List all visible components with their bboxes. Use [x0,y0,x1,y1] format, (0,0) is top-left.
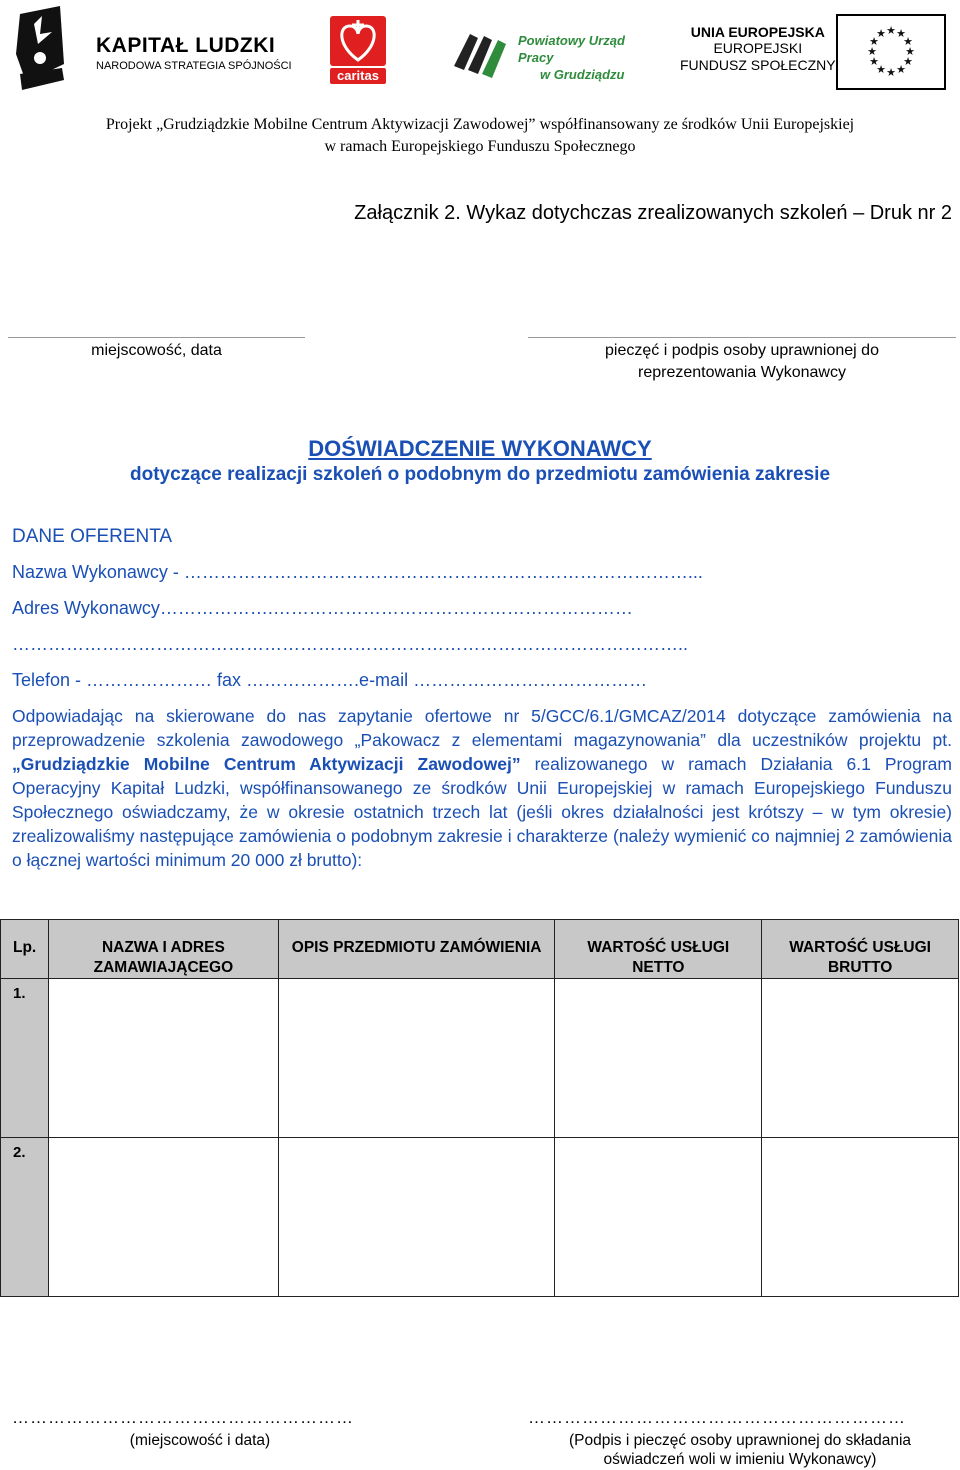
offeror-data-label: DANE OFERENTA [12,526,173,547]
kapital-ludzki-subtitle: NARODOWA STRATEGIA SPÓJNOŚCI [96,60,292,72]
footer-place-date-dots: ………………………………………………… [12,1408,354,1427]
signature-caption-line-2: reprezentowania Wykonawcy [638,364,846,381]
row-number: 2. [1,1138,49,1297]
footer-signature-caption [520,1431,960,1469]
footer-signature-caption-2: oświadczeń woli w imieniu Wykonawcy) [603,1451,877,1468]
svg-text:★: ★ [886,24,896,37]
declaration-project-name: „Grudziądzkie Mobilne Centrum Aktywizacji Zawodowej” [12,754,521,774]
caritas-heart-icon [330,16,386,66]
eu-flag-icon [836,14,946,90]
header-client: NAZWA I ADRES ZAMAWIAJĄCEGO [48,920,278,979]
svg-text:★: ★ [876,63,886,76]
eu-line-3: FUNDUSZ SPOŁECZNY [680,57,836,73]
svg-text:★: ★ [869,55,879,68]
caritas-logo [330,16,386,84]
project-line-1: Projekt „Grudziądzkie Mobilne Centrum Aktywizacji Zawodowej” współfinansowany ze środków Unii Europejskiej [105,116,855,133]
table-row [1,1138,959,1297]
client-cell[interactable] [48,979,278,1138]
header-gross-value: WARTOŚĆ USŁUGI BRUTTO [762,920,959,979]
attachment-title: Załącznik 2. Wykaz dotychczas zrealizowanych szkoleń – Druk nr 2 [354,202,952,224]
eu-title: UNIA EUROPEJSKA [690,24,825,40]
description-cell[interactable] [278,1138,555,1297]
contractor-name-field: Nazwa Wykonawcy - …………………………………………………………………………... [12,562,703,582]
kapital-ludzki-title: KAPITAŁ LUDZKI [96,34,276,57]
pup-grudziadz-logo [452,26,632,86]
caritas-wordmark: caritas [330,68,386,84]
svg-text:★: ★ [869,35,879,48]
net-value-cell[interactable] [555,979,762,1138]
table-row [1,979,959,1138]
table-header-row [1,920,959,979]
kapital-ludzki-logo-mark [12,4,72,92]
svg-text:★: ★ [896,63,906,76]
client-cell[interactable] [48,1138,278,1297]
gross-value-cell[interactable] [762,979,959,1138]
place-date-line [8,337,305,338]
gross-value-cell[interactable] [762,1138,959,1297]
declaration-paragraph [12,704,952,872]
eu-logo-text [680,24,836,74]
svg-text:★: ★ [876,27,886,40]
contact-fields: Telefon - ………………… fax ……………….e-mail ………………………………… [12,670,648,690]
orders-table [0,919,959,1297]
header-lp: Lp. [1,920,49,979]
svg-text:★: ★ [903,35,913,48]
declaration-text-1: Odpowiadając na skierowane do nas zapytanie ofertowe nr 5/GCC/6.1/GMCAZ/2014 dotyczące zamówienia na przeprowadzenie szkolenia zawodowego „Pakowacz z elementami magazynowania” dla uczestników projektu pt. [12,706,952,750]
footer-signature-caption-1: (Podpis i pieczęć osoby uprawnionej do składania [568,1432,912,1449]
footer-place-date-caption: (miejscowość i data) [129,1432,271,1449]
pup-line-1: Powiatowy Urząd Pracy [518,33,625,65]
svg-text:★: ★ [896,27,906,40]
header-net-value: WARTOŚĆ USŁUGI NETTO [555,920,762,979]
kapital-ludzki-logo-text [96,34,292,72]
contractor-address-field: Adres Wykonawcy……………….…………………………………………………… [12,598,633,618]
pup-line-2: w Grudziądzu [540,67,625,82]
svg-text:★: ★ [886,66,896,79]
experience-heading: DOŚWIADCZENIE WYKONAWCY [308,436,652,461]
row-number: 1. [1,979,49,1138]
net-value-cell[interactable] [555,1138,762,1297]
signature-caption-line-1: pieczęć i podpis osoby uprawnionej do [605,342,879,359]
footer-signature-dots: ……………………………………………………… [528,1408,906,1427]
pup-arrows-icon [452,26,516,82]
project-info [0,114,960,158]
place-date-caption: miejscowość, data [91,342,222,359]
svg-text:★: ★ [903,55,913,68]
header-description: OPIS PRZEDMIOTU ZAMÓWIENIA [278,920,555,979]
contractor-address-continued: ………………………………………………………………………………………………….. [12,634,689,654]
svg-text:★: ★ [867,45,877,58]
declaration-text-2: realizowanego w ramach Działania 6.1 Program Operacyjny Kapitał Ludzki, współfinansowanego ze środków Unii Europejskiej w ramach Europejskiego Funduszu Społecznego oświadczamy, że w okresie ostatnich trzech lat (jeśli okres działalności jest krótszy – w tym okresie) zrealizowaliśmy następujące zamówienia o podobnym zakresie i charakterze (należy wymienić co najmniej 2 zamówienia o łącznej wartości minimum 20 000 zł brutto): [12,754,952,870]
eu-line-2: EUROPEJSKI [713,40,803,56]
experience-subheading: dotyczące realizacji szkoleń o podobnym do przedmiotu zamówienia zakresie [129,464,831,485]
description-cell[interactable] [278,979,555,1138]
signature-caption [528,340,956,384]
svg-text:★: ★ [905,45,915,58]
project-line-2: w ramach Europejskiego Funduszu Społecznego [324,138,636,155]
pup-text [518,32,632,83]
signature-line [528,337,956,338]
